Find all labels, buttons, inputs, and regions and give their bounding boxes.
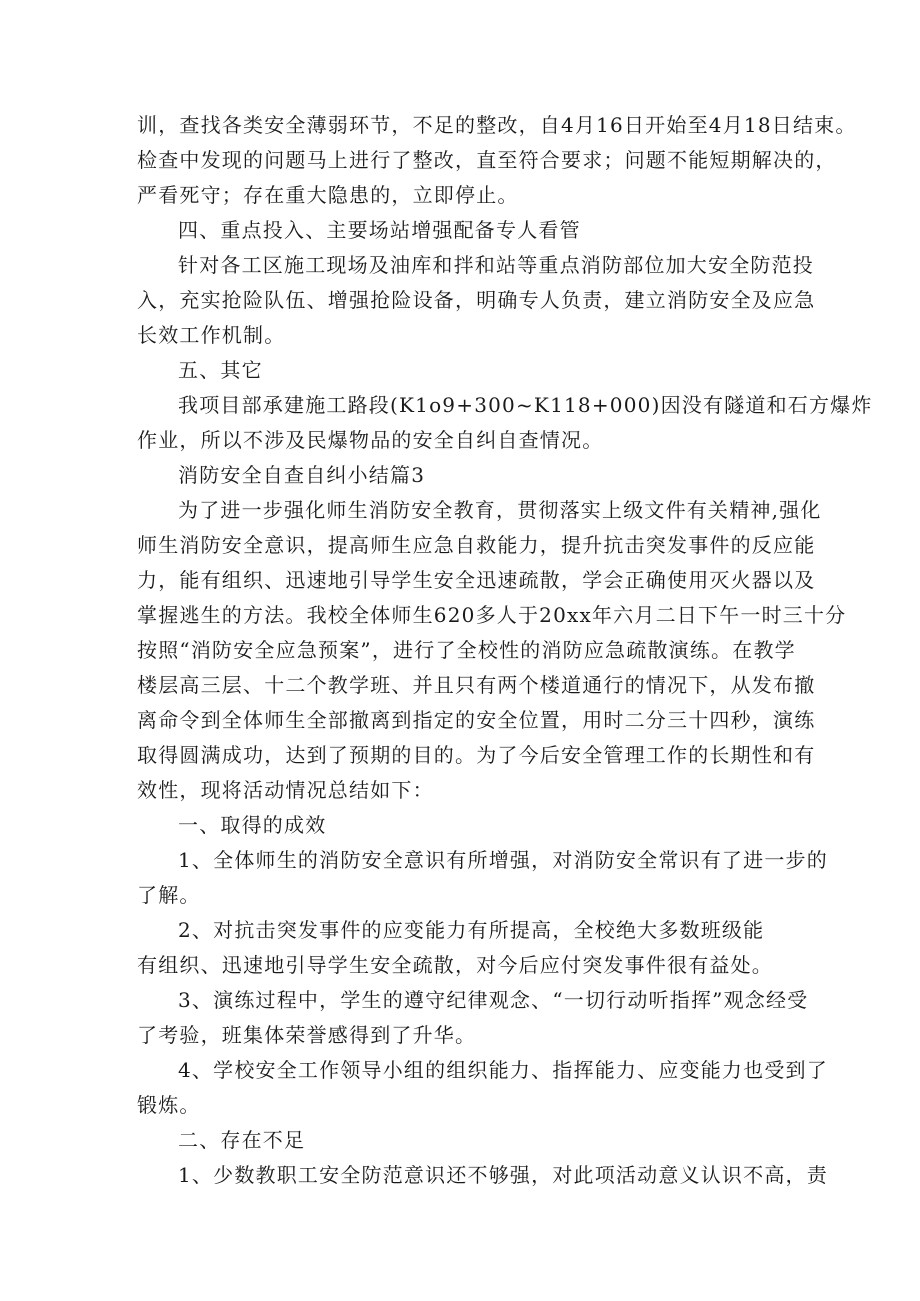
text-line: 师生消防安全意识，提高师生应急自救能力，提升抗击突发事件的反应能 (137, 533, 816, 557)
text-line: 3、演练过程中，学生的遵守纪律观念、“一切行动听指挥”观念经受 (178, 988, 809, 1012)
text-line: 了考验，班集体荣誉感得到了升华。 (137, 1023, 477, 1047)
article-title: 消防安全自查自纠小结篇3 (178, 463, 426, 487)
text-line: 离命令到全体师生全部撤离到指定的安全位置，用时二分三十四秒，演练 (137, 708, 816, 732)
text-line: 效性，现将活动情况总结如下： (137, 778, 434, 802)
text-line: 楼层高三层、十二个教学班、并且只有两个楼道通行的情况下，从发布撤 (137, 673, 816, 697)
text-line: 训，查找各类安全薄弱环节，不足的整改，自4月16日开始至4月18日结束。 (137, 113, 857, 137)
text-line: 掌握逃生的方法。我校全体师生620多人于20xx年六月二日下午一时三十分 (137, 603, 847, 627)
text-line: 严看死守；存在重大隐患的，立即停止。 (137, 183, 519, 207)
text-line: 2、对抗击突发事件的应变能力有所提高，全校绝大多数班级能 (178, 918, 765, 942)
text-line: 了解。 (137, 883, 201, 907)
section-heading: 四、重点投入、主要场站增强配备专人看管 (178, 218, 581, 242)
text-line: 入，充实抢险队伍、增强抢险设备，明确专人负责，建立消防安全及应急 (137, 288, 816, 312)
text-line: 锻炼。 (137, 1093, 201, 1117)
text-line: 1、少数教职工安全防范意识还不够强，对此项活动意义认识不高，责 (178, 1163, 828, 1187)
text-line: 检查中发现的问题马上进行了整改，直至符合要求；问题不能短期解决的， (137, 148, 837, 172)
text-line: 4、学校安全工作领导小组的组织能力、指挥能力、应变能力也受到了 (178, 1058, 828, 1082)
text-line: 针对各工区施工现场及油库和拌和站等重点消防部位加大安全防范投 (178, 253, 814, 277)
text-line: 取得圆满成功，达到了预期的目的。为了今后安全管理工作的长期性和有 (137, 743, 816, 767)
text-line: 有组织、迅速地引导学生安全疏散，对今后应付突发事件很有益处。 (137, 953, 773, 977)
text-line: 按照“消防安全应急预案”，进行了全校性的消防应急疏散演练。在教学 (137, 638, 796, 662)
text-line: 1、全体师生的消防安全意识有所增强，对消防安全常识有了进一步的 (178, 848, 828, 872)
section-heading: 五、其它 (178, 358, 263, 382)
text-line: 为了进一步强化师生消防安全教育，贯彻落实上级文件有关精神,强化 (178, 498, 822, 522)
section-heading: 一、取得的成效 (178, 813, 327, 837)
text-line: 力，能有组织、迅速地引导学生安全迅速疏散，学会正确使用灭火器以及 (137, 568, 816, 592)
text-line: 我项目部承建施工路段(K1o9+300~K118+000)因没有隧道和石方爆炸 (178, 393, 873, 417)
section-heading: 二、存在不足 (178, 1128, 306, 1152)
text-line: 作业，所以不涉及民爆物品的安全自纠自查情况。 (137, 428, 604, 452)
text-line: 长效工作机制。 (137, 323, 286, 347)
document-body (137, 108, 873, 1193)
